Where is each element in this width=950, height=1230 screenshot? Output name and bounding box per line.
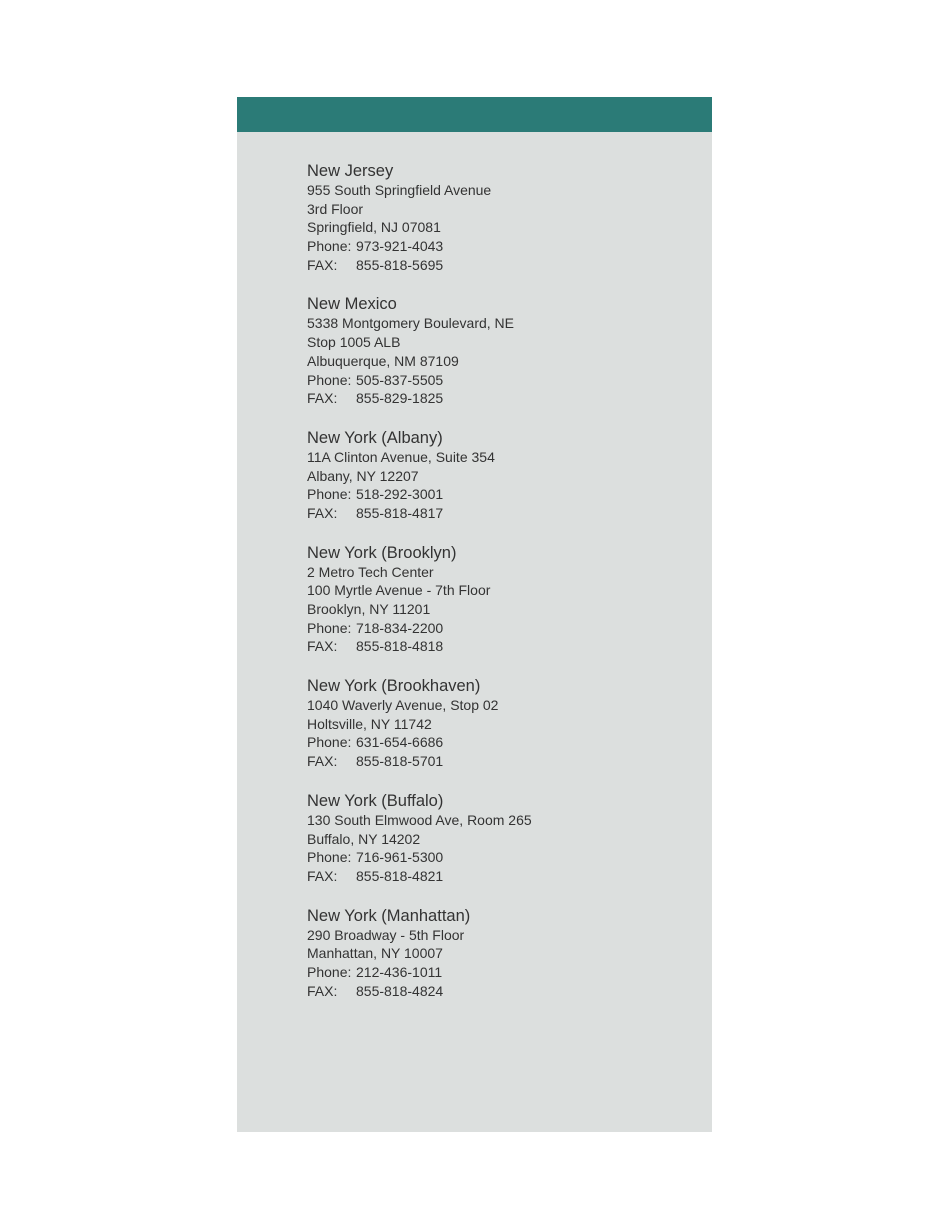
address-line: Stop 1005 ALB [307, 334, 401, 351]
phone-row [307, 619, 687, 638]
fax-label: FAX: [307, 638, 338, 655]
office-name: New York (Buffalo) [307, 791, 444, 810]
fax-label: FAX: [307, 256, 338, 273]
office-entry [307, 428, 687, 523]
fax-number: 855-829-1825 [356, 390, 444, 407]
fax-row [307, 982, 687, 1001]
phone-row [307, 848, 687, 867]
phone-label: Phone: [307, 849, 352, 866]
office-name: New York (Brookhaven) [307, 677, 481, 696]
office-name: New York (Brooklyn) [307, 543, 457, 562]
fax-row [307, 752, 687, 771]
fax-label: FAX: [307, 982, 338, 999]
phone-row [307, 237, 687, 256]
fax-row [307, 867, 687, 886]
fax-row [307, 504, 687, 523]
address-line: Albany, NY 12207 [307, 467, 419, 484]
fax-row [307, 389, 687, 408]
fax-row [307, 256, 687, 275]
office-entry [307, 906, 687, 1001]
address-line: 1040 Waverly Avenue, Stop 02 [307, 697, 499, 714]
office-list [307, 161, 687, 1020]
address-line: Manhattan, NY 10007 [307, 945, 443, 962]
office-entry [307, 543, 687, 656]
phone-label: Phone: [307, 486, 352, 503]
address-line: 11A Clinton Avenue, Suite 354 [307, 448, 495, 465]
phone-label: Phone: [307, 963, 352, 980]
phone-number: 716-961-5300 [356, 849, 444, 866]
address-line: 2 Metro Tech Center [307, 563, 434, 580]
fax-number: 855-818-4821 [356, 867, 444, 884]
address-line: 955 South Springfield Avenue [307, 182, 492, 198]
office-directory-panel [237, 97, 712, 1132]
fax-row [307, 637, 687, 656]
address-line: Holtsville, NY 11742 [307, 715, 432, 732]
office-entry [307, 294, 687, 407]
office-entry [307, 161, 687, 274]
office-entry [307, 676, 687, 771]
address-line: 290 Broadway - 5th Floor [307, 926, 465, 943]
address-line: 130 South Elmwood Ave, Room 265 [307, 811, 532, 828]
fax-number: 855-818-4817 [356, 504, 444, 521]
phone-label: Phone: [307, 619, 352, 636]
address-line: Brooklyn, NY 11201 [307, 601, 431, 617]
fax-number: 855-818-4824 [356, 982, 444, 999]
fax-number: 855-818-4818 [356, 638, 444, 655]
phone-number: 505-837-5505 [356, 371, 444, 388]
phone-number: 973-921-4043 [356, 238, 444, 255]
address-line: 100 Myrtle Avenue - 7th Floor [307, 582, 491, 599]
phone-row [307, 963, 687, 982]
office-name: New Jersey [307, 162, 394, 180]
phone-number: 518-292-3001 [356, 486, 444, 503]
address-line: Buffalo, NY 14202 [307, 830, 421, 847]
header-band [237, 97, 712, 132]
fax-number: 855-818-5695 [356, 256, 444, 273]
fax-label: FAX: [307, 753, 338, 770]
fax-number: 855-818-5701 [356, 753, 444, 770]
phone-row [307, 733, 687, 752]
office-name: New York (Manhattan) [307, 906, 471, 925]
phone-number: 718-834-2200 [356, 619, 444, 636]
phone-row [307, 485, 687, 504]
address-line: 5338 Montgomery Boulevard, NE [307, 315, 514, 332]
office-name: New Mexico [307, 295, 397, 314]
address-line: Springfield, NJ 07081 [307, 219, 441, 236]
phone-number: 212-436-1011 [356, 963, 443, 980]
phone-row [307, 371, 687, 390]
address-line: 3rd Floor [307, 200, 364, 217]
fax-label: FAX: [307, 867, 338, 884]
office-entry [307, 791, 687, 886]
fax-label: FAX: [307, 390, 338, 407]
phone-number: 631-654-6686 [356, 734, 444, 751]
address-line: Albuquerque, NM 87109 [307, 352, 459, 369]
phone-label: Phone: [307, 238, 352, 255]
fax-label: FAX: [307, 504, 338, 521]
phone-label: Phone: [307, 734, 352, 751]
phone-label: Phone: [307, 371, 352, 388]
office-name: New York (Albany) [307, 428, 443, 447]
